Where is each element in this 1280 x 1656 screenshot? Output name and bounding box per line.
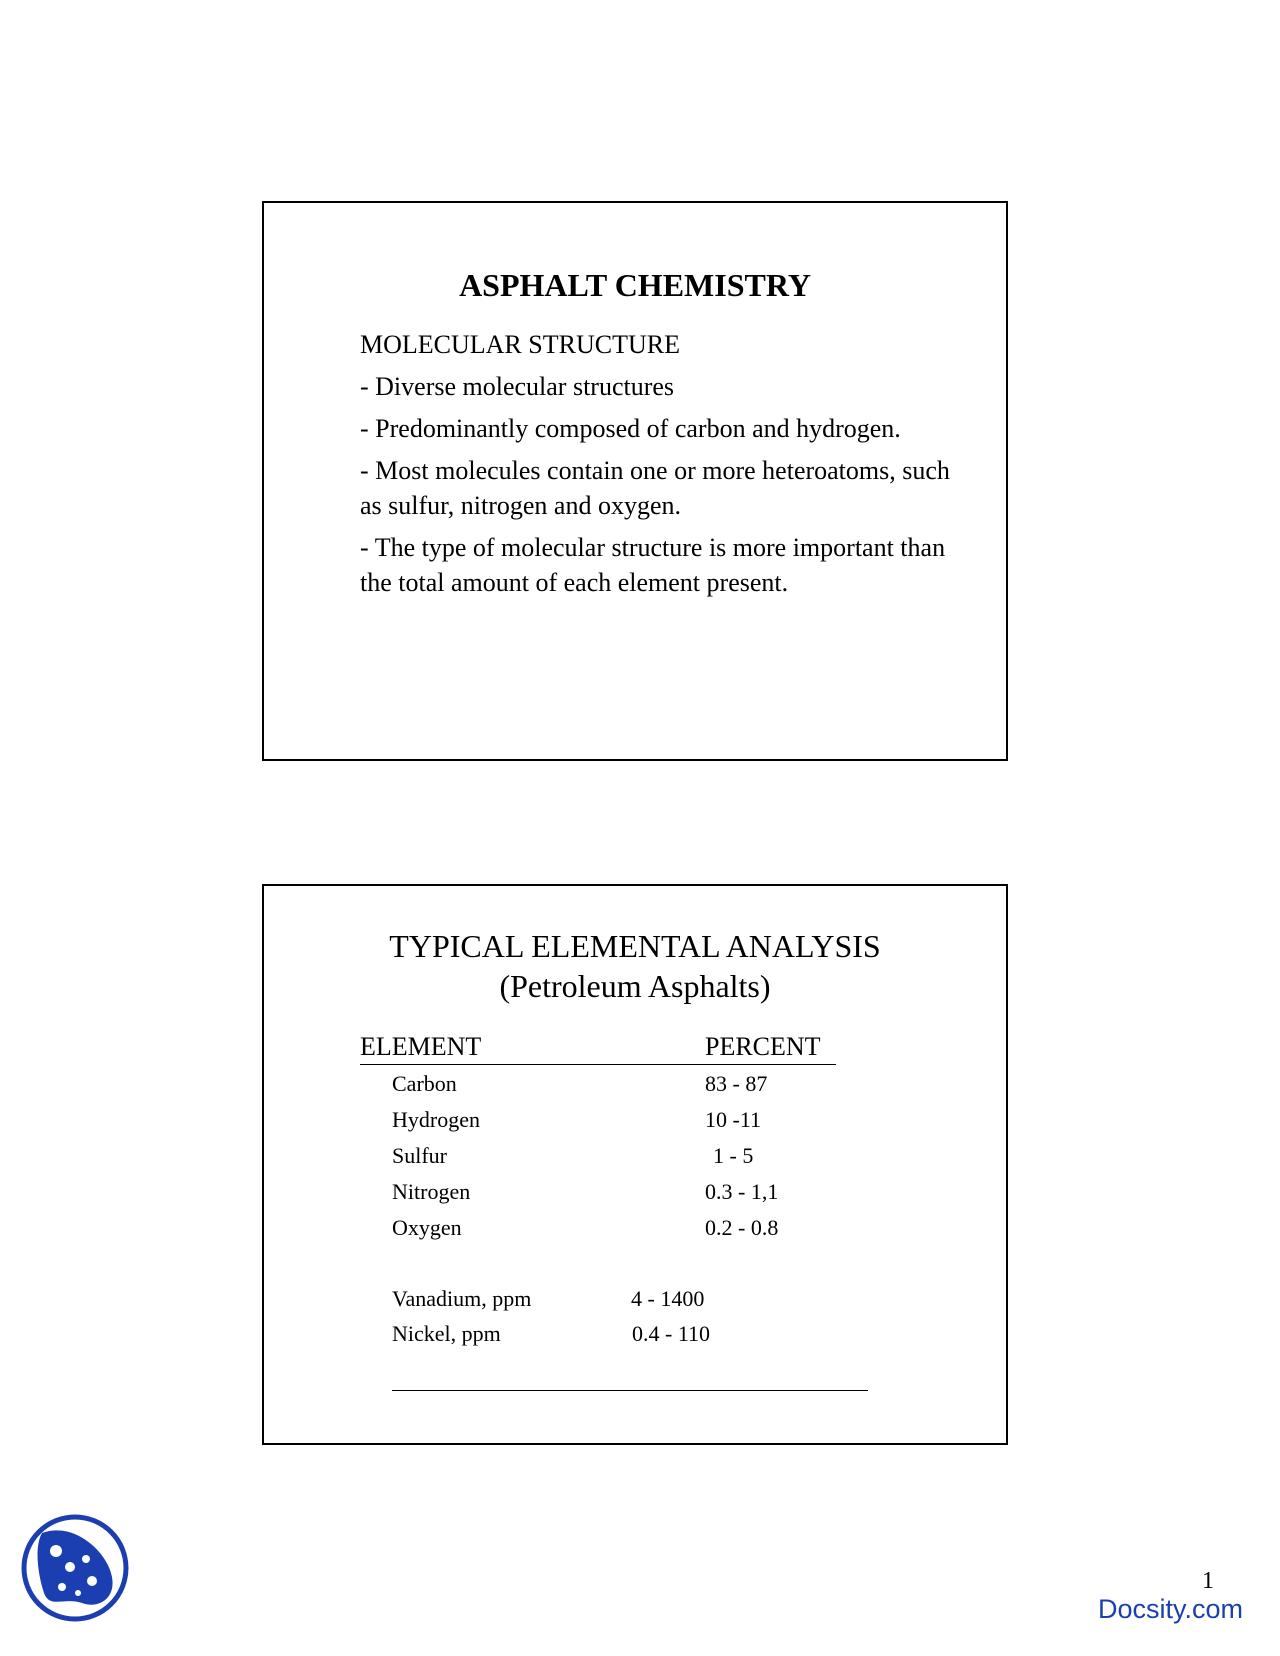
element-label: Oxygen [392,1215,462,1240]
trace-value: 4 - 1400 [631,1286,705,1311]
trace-label: Nickel, ppm [392,1321,501,1346]
title-line: TYPICAL ELEMENTAL ANALYSIS [389,928,881,964]
slide-title [264,926,1006,1006]
slide-body [360,327,950,607]
element-label: Carbon [392,1071,457,1096]
bullet-item: - The type of molecular structure is more important than the total amount of each element present. [360,533,946,597]
subheading: MOLECULAR STRUCTURE [360,330,680,359]
header-percent: PERCENT [705,1032,821,1061]
element-value: 83 - 87 [705,1071,768,1096]
slide-title: ASPHALT CHEMISTRY [459,267,811,303]
slide-asphalt-chemistry [262,201,1008,761]
element-value: 0.2 - 0.8 [705,1215,779,1240]
table-bottom-rule [392,1390,868,1391]
bullet-item: - Predominantly composed of carbon and hydrogen. [360,414,901,443]
element-value: 1 - 5 [713,1143,754,1168]
docsity-brand-link[interactable]: Docsity.com [1098,1594,1244,1624]
trace-value: 0.4 - 110 [632,1321,711,1346]
element-value: 0.3 - 1,1 [705,1179,779,1204]
element-value: 10 -11 [705,1107,762,1132]
element-label: Nitrogen [392,1179,471,1204]
header-underline [360,1064,836,1065]
element-label: Sulfur [392,1143,447,1168]
header-element: ELEMENT [360,1032,482,1061]
docsity-logo-icon [20,1513,130,1623]
slide-elemental-analysis [262,884,1008,1445]
bullet-item: - Most molecules contain one or more heteroatoms, such as sulfur, nitrogen and oxygen. [360,456,950,520]
page-number: 1 [1202,1568,1214,1594]
title-subline: (Petroleum Asphalts) [499,968,771,1004]
element-label: Hydrogen [392,1107,480,1132]
trace-label: Vanadium, ppm [392,1286,532,1311]
bullet-item: - Diverse molecular structures [360,372,675,401]
